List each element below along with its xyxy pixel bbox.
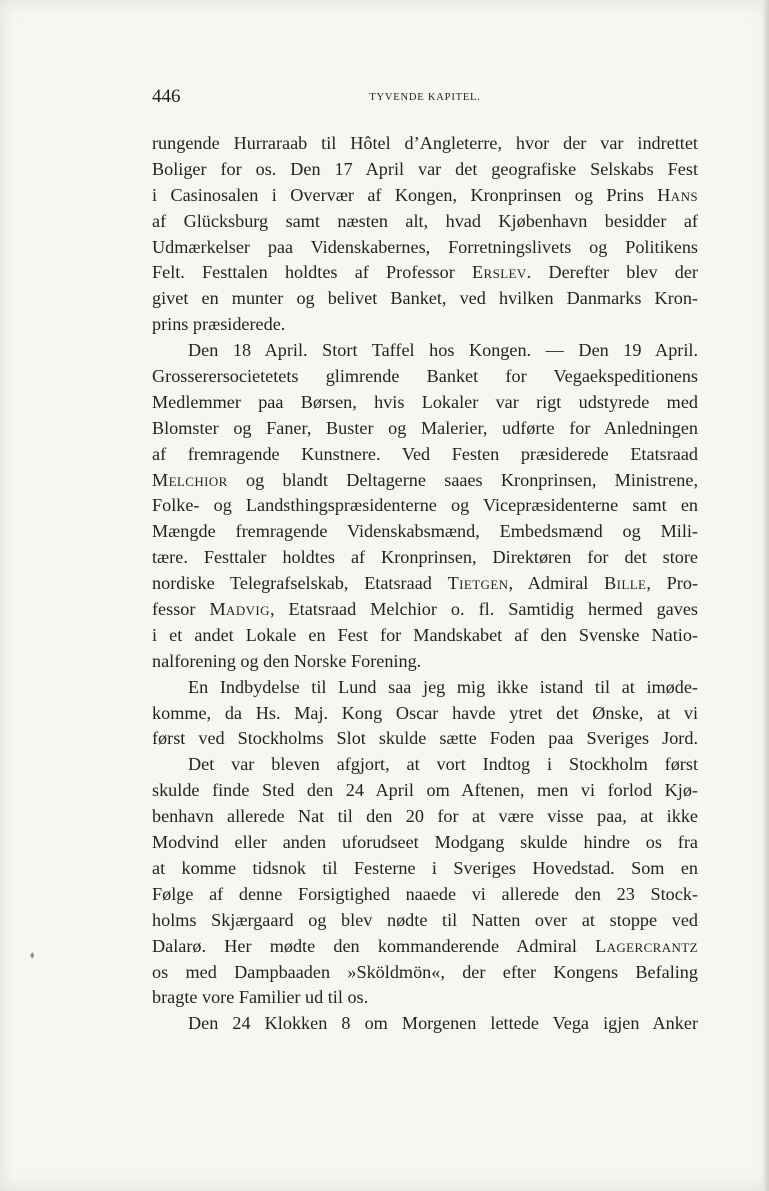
text-run: , Pro- xyxy=(646,573,699,594)
text-line xyxy=(152,934,698,960)
text-run: En Indbydelse til Lund saa jeg mig ikke istand til at imøde- xyxy=(188,676,698,697)
small-caps-name: Erslev xyxy=(471,262,527,283)
text-run: , Admiral xyxy=(508,573,605,594)
text-line xyxy=(152,623,698,649)
text-line xyxy=(152,597,698,623)
text-line xyxy=(152,675,698,701)
text-run: at komme tidsnok til Festerne i Sveriges Hovedstad. Som en xyxy=(152,857,698,878)
text-line xyxy=(152,183,698,209)
text-run: Medlemmer paa Børsen, hvis Lokaler var rigt udstyrede med xyxy=(152,391,698,412)
text-line xyxy=(152,390,698,416)
margin-mark: ⬧ xyxy=(30,950,35,961)
text-line xyxy=(152,752,698,778)
text-line xyxy=(152,364,698,390)
text-run: Grosserersocietetets glimrende Banket for Vegaekspeditionens xyxy=(152,366,698,387)
small-caps-name: Lagercrantz xyxy=(595,935,698,956)
text-line xyxy=(152,830,698,856)
text-run: Den 24 Klokken 8 om Morgenen lettede Vega igjen Anker xyxy=(188,1013,698,1034)
text-line xyxy=(152,286,698,312)
page-number: 446 xyxy=(152,86,181,107)
small-caps-name: Hans xyxy=(657,184,698,205)
page-edge xyxy=(763,0,769,1191)
text-run: i et andet Lokale en Fest for Mandskabet af den Svenske Natio- xyxy=(152,624,698,645)
small-caps-name: Melchior xyxy=(152,469,228,490)
small-caps-name: Madvig xyxy=(209,599,270,620)
text-line xyxy=(152,235,698,261)
text-line xyxy=(152,960,698,986)
text-line xyxy=(152,416,698,442)
text-run: fessor xyxy=(152,599,210,620)
text-run: Udmærkelser paa Videnskabernes, Forretningslivets og Politikens xyxy=(152,236,698,257)
text-run: os med Dampbaaden »Sköldmön«, der efter Kongens Befaling xyxy=(152,961,698,982)
text-run: Mængde fremragende Videnskabsmænd, Embedsmænd og Mili- xyxy=(152,521,698,542)
text-line xyxy=(152,882,698,908)
text-line xyxy=(152,778,698,804)
text-line xyxy=(152,701,698,727)
text-line xyxy=(152,312,698,338)
text-run: . Derefter blev der xyxy=(526,262,698,283)
text-run: Dalarø. Her mødte den kommanderende Admiral xyxy=(152,935,596,956)
text-line xyxy=(152,338,698,364)
text-run: rungende Hurraraab til Hôtel d’Angleterre, hvor der var indrettet xyxy=(152,133,698,153)
text-line xyxy=(152,985,698,1011)
text-run: af Glücksburg samt næsten alt, hvad Kjøbenhavn besidder af xyxy=(152,210,698,231)
text-line xyxy=(152,908,698,934)
text-line xyxy=(152,804,698,830)
text-line xyxy=(152,649,698,675)
text-run: Følge af denne Forsigtighed naaede vi allerede den 23 Stock- xyxy=(152,883,698,904)
text-run: nordiske Telegrafselskab, Etatsraad xyxy=(152,573,448,594)
body-text xyxy=(152,131,698,1037)
text-run: Det var bleven afgjort, at vort Indtog i Stockholm først xyxy=(188,754,698,775)
text-run: og blandt Deltagerne saaes Kronprinsen, Ministrene, xyxy=(227,469,698,490)
text-line xyxy=(152,1011,698,1037)
text-line xyxy=(152,856,698,882)
text-line xyxy=(152,442,698,468)
text-run: Felt. Festtalen holdtes af Professor xyxy=(152,262,472,283)
text-run: først ved Stockholms Slot skulde sætte Foden paa Sveriges Jord. xyxy=(152,728,698,749)
text-line xyxy=(152,519,698,545)
text-run: i Casinosalen i Overvær af Kongen, Kronprinsen og Prins xyxy=(152,184,658,205)
small-caps-name: Bille xyxy=(604,573,647,594)
text-run: Blomster og Faner, Buster og Malerier, udførte for Anledningen xyxy=(152,417,698,438)
text-line xyxy=(152,545,698,571)
small-caps-name: Tietgen xyxy=(447,573,509,594)
text-run: givet en munter og belivet Banket, ved hvilken Danmarks Kron- xyxy=(152,288,698,309)
text-line xyxy=(152,571,698,597)
text-run: nalforening og den Norske Forening. xyxy=(152,650,422,671)
text-run: benhavn allerede Nat til den 20 for at være visse paa, at ikke xyxy=(152,806,698,827)
text-run: bragte vore Familier ud til os. xyxy=(152,987,369,1008)
running-head: TYVENDE KAPITEL. xyxy=(369,92,481,103)
text-run: af fremragende Kunstnere. Ved Festen præsiderede Etatsraad xyxy=(152,443,698,464)
text-run: komme, da Hs. Maj. Kong Oscar havde ytret det Ønske, at vi xyxy=(152,702,698,723)
text-line xyxy=(152,726,698,752)
text-run: holms Skjærgaard og blev nødte til Natten over at stoppe ved xyxy=(152,909,698,930)
text-run: Folke- og Landsthingspræsidenterne og Vicepræsidenterne samt en xyxy=(152,495,698,516)
text-line xyxy=(152,157,698,183)
text-run: , Etatsraad Melchior o. fl. Samtidig hermed gaves xyxy=(269,599,698,620)
page-header xyxy=(152,86,698,110)
text-run: Den 18 April. Stort Taffel hos Kongen. — Den 19 April. xyxy=(188,340,698,361)
text-run: Modvind eller anden uforudseet Modgang skulde hindre os fra xyxy=(152,832,698,853)
text-run: tære. Festtaler holdtes af Kronprinsen, Direktøren for det store xyxy=(152,547,698,568)
text-line xyxy=(152,131,698,157)
text-run: Boliger for os. Den 17 April var det geografiske Selskabs Fest xyxy=(152,158,698,179)
text-run: skulde finde Sted den 24 April om Aftenen, men vi forlod Kjø- xyxy=(152,780,698,801)
text-line xyxy=(152,260,698,286)
text-line xyxy=(152,209,698,235)
text-line xyxy=(152,493,698,519)
text-line xyxy=(152,468,698,494)
text-run: prins præsiderede. xyxy=(152,314,286,335)
